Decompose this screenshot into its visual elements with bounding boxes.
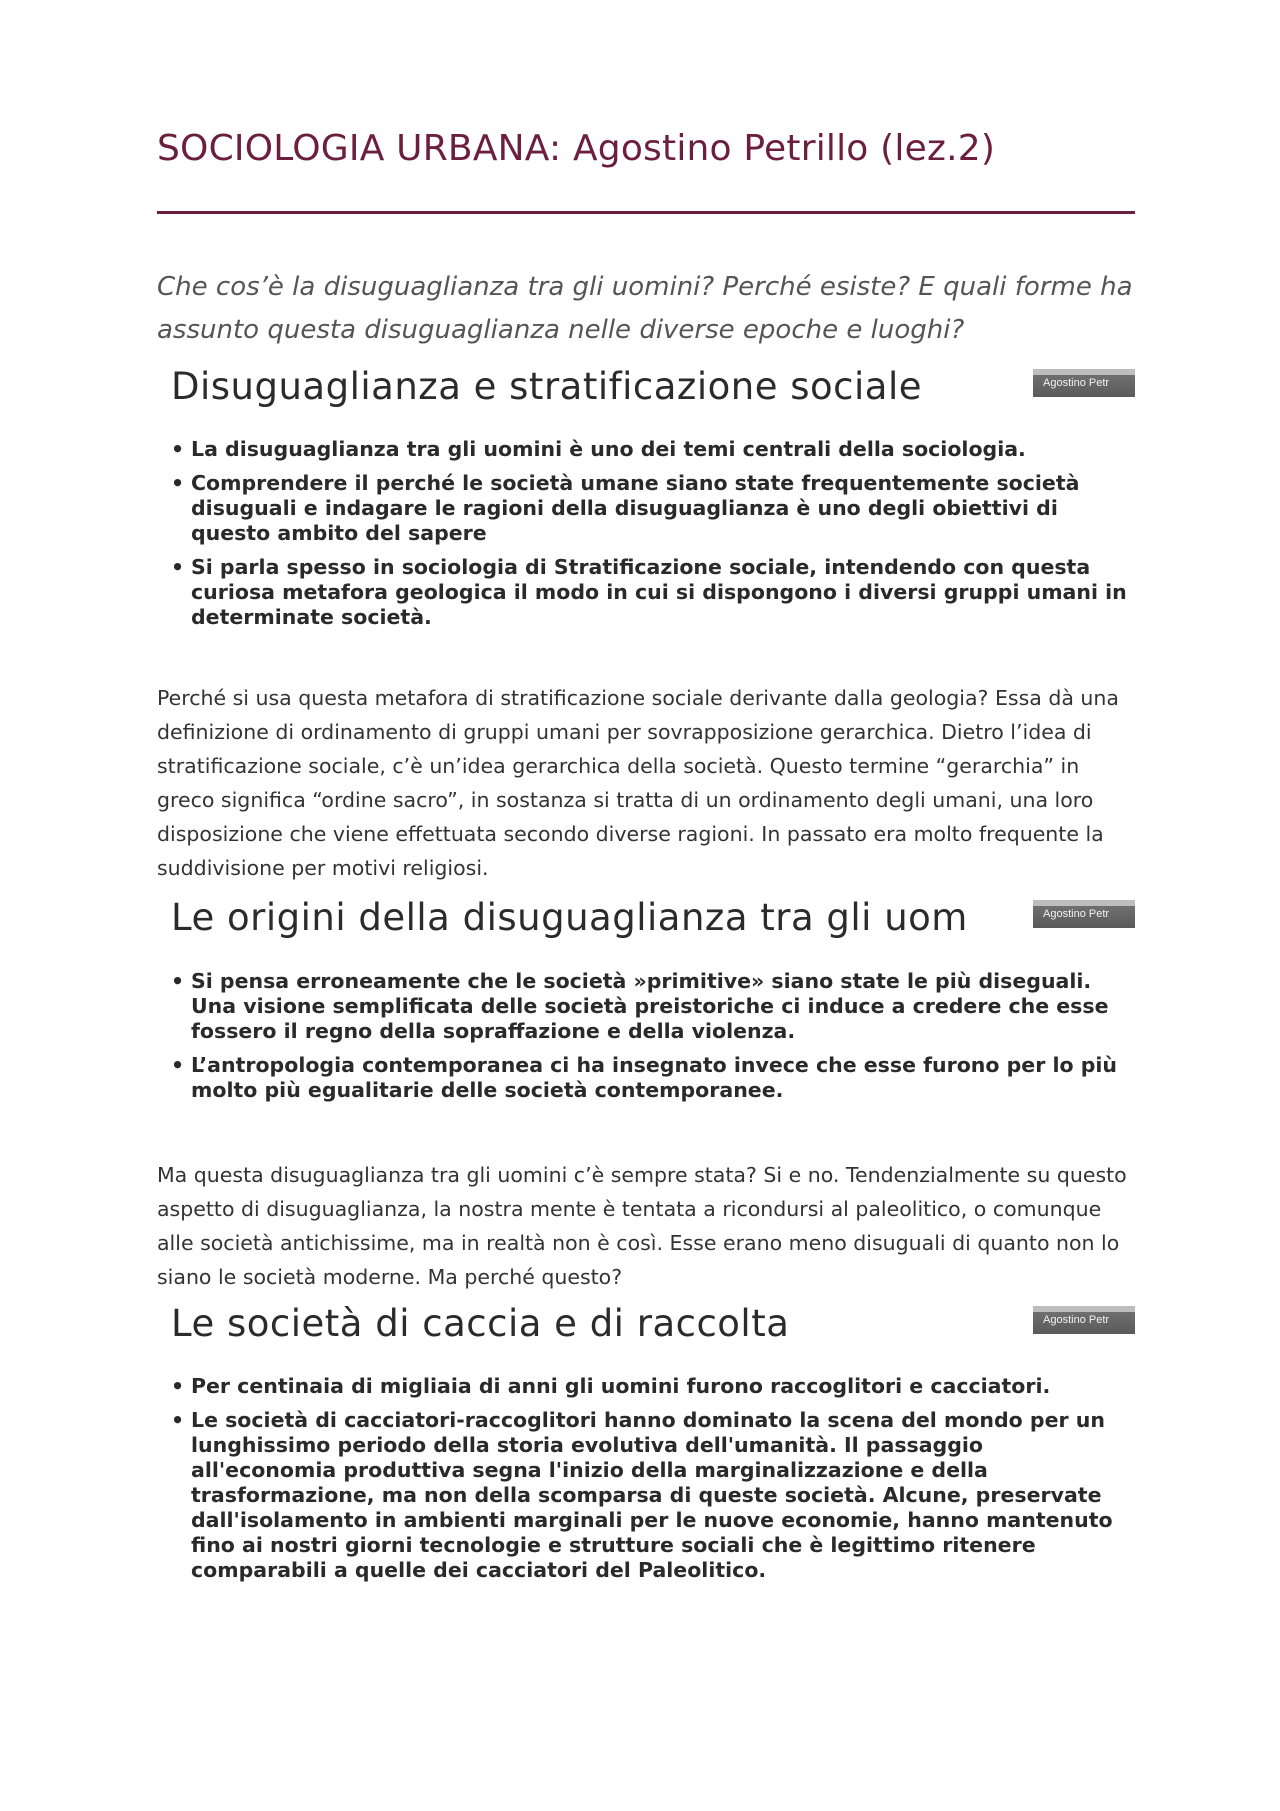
bullet-icon: •: [171, 969, 185, 993]
bullet-icon: •: [171, 555, 185, 579]
slide-heading: Disuguaglianza e stratificazione sociale: [171, 365, 923, 408]
bullet-icon: •: [171, 1374, 185, 1398]
slide-bullet: [169, 555, 1129, 630]
bullet-icon: •: [171, 437, 185, 461]
author-badge: Agostino Petr: [1033, 369, 1135, 397]
author-badge: Agostino Petr: [1033, 1306, 1135, 1334]
slide-bullet: [169, 969, 1129, 1044]
bullet-text: L’antropologia contemporanea ci ha insegnato invece che esse furono per lo più molto più egualitarie delle società contemporanee.: [191, 1053, 1117, 1102]
slide-image-2: [157, 896, 1135, 1146]
bullet-text: Comprendere il perché le società umane siano state frequentemente società disuguali e indagare le ragioni della disuguaglianza è uno degli obiettivi di questo ambito del sapere: [191, 471, 1080, 545]
slide-bullet: [169, 1408, 1129, 1583]
bullet-text: La disuguaglianza tra gli uomini è uno dei temi centrali della sociologia.: [191, 437, 1026, 461]
bullet-text: Si parla spesso in sociologia di Stratificazione sociale, intendendo con questa curiosa metafora geologica il modo in cui si dispongono i diversi gruppi umani in determinate società.: [191, 555, 1127, 629]
slide-bullet: [169, 1374, 1129, 1399]
author-badge: Agostino Petr: [1033, 900, 1135, 928]
bullet-text: Si pensa erroneamente che le società »primitive» siano state le più diseguali. Una visione semplificata delle società preistoriche ci induce a credere che esse fossero il regno della sopraffazione e della violenza.: [191, 969, 1109, 1043]
document-title: SOCIOLOGIA URBANA: Agostino Petrillo (lez.2): [157, 128, 996, 169]
slide-heading: Le origini della disuguaglianza tra gli uom: [171, 896, 968, 939]
slide-bullet-list: [169, 437, 1129, 639]
title-divider: [157, 211, 1135, 214]
slide-image-3: [157, 1302, 1135, 1642]
slide-bullet: [169, 437, 1129, 462]
bullet-text: Per centinaia di migliaia di anni gli uomini furono raccoglitori e cacciatori.: [191, 1374, 1051, 1398]
body-paragraph: Ma questa disuguaglianza tra gli uomini c’è sempre stata? Si e no. Tendenzialmente su questo aspetto di disuguaglianza, la nostra mente è tentata a ricondursi al paleolitico, o comunque alle società antichissime, ma in realtà non è così. Esse erano meno disuguali di quanto non lo siano le società moderne. Ma perché questo?: [157, 1163, 1127, 1289]
bullet-icon: •: [171, 1053, 185, 1077]
slide-image-1: [157, 365, 1135, 665]
slide-bullet-list: [169, 1374, 1129, 1592]
slide-bullet-list: [169, 969, 1129, 1112]
intro-question: Che cos’è la disuguaglianza tra gli uomini? Perché esiste? E quali forme ha assunto questa disuguaglianza nelle diverse epoche e luoghi?: [157, 272, 1133, 345]
slide-bullet: [169, 471, 1129, 546]
slide-bullet: [169, 1053, 1129, 1103]
bullet-text: Le società di cacciatori-raccoglitori hanno dominato la scena del mondo per un lunghissimo periodo della storia evolutiva dell'umanità. Il passaggio all'economia produttiva segna l'inizio della marginalizzazione e della trasformazione, ma non della scomparsa di queste società. Alcune, preservate dall'isolamento in ambienti marginali per le nuove economie, hanno mantenuto fino ai nostri giorni tecnologie e strutture sociali che è legittimo ritenere comparabili a quelle dei cacciatori del Paleolitico.: [191, 1408, 1113, 1582]
body-paragraph: Perché si usa questa metafora di stratificazione sociale derivante dalla geologia? Essa dà una definizione di ordinamento di gruppi umani per sovrapposizione gerarchica. Dietro l’idea di stratificazione sociale, c’è un’idea gerarchica della società. Questo termine “gerarchia” in greco significa “ordine sacro”, in sostanza si tratta di un ordinamento degli umani, una loro disposizione che viene effettuata secondo diverse ragioni. In passato era molto frequente la suddivisione per motivi religiosi.: [157, 686, 1119, 880]
slide-heading: Le società di caccia e di raccolta: [171, 1302, 790, 1345]
bullet-icon: •: [171, 471, 185, 495]
bullet-icon: •: [171, 1408, 185, 1432]
